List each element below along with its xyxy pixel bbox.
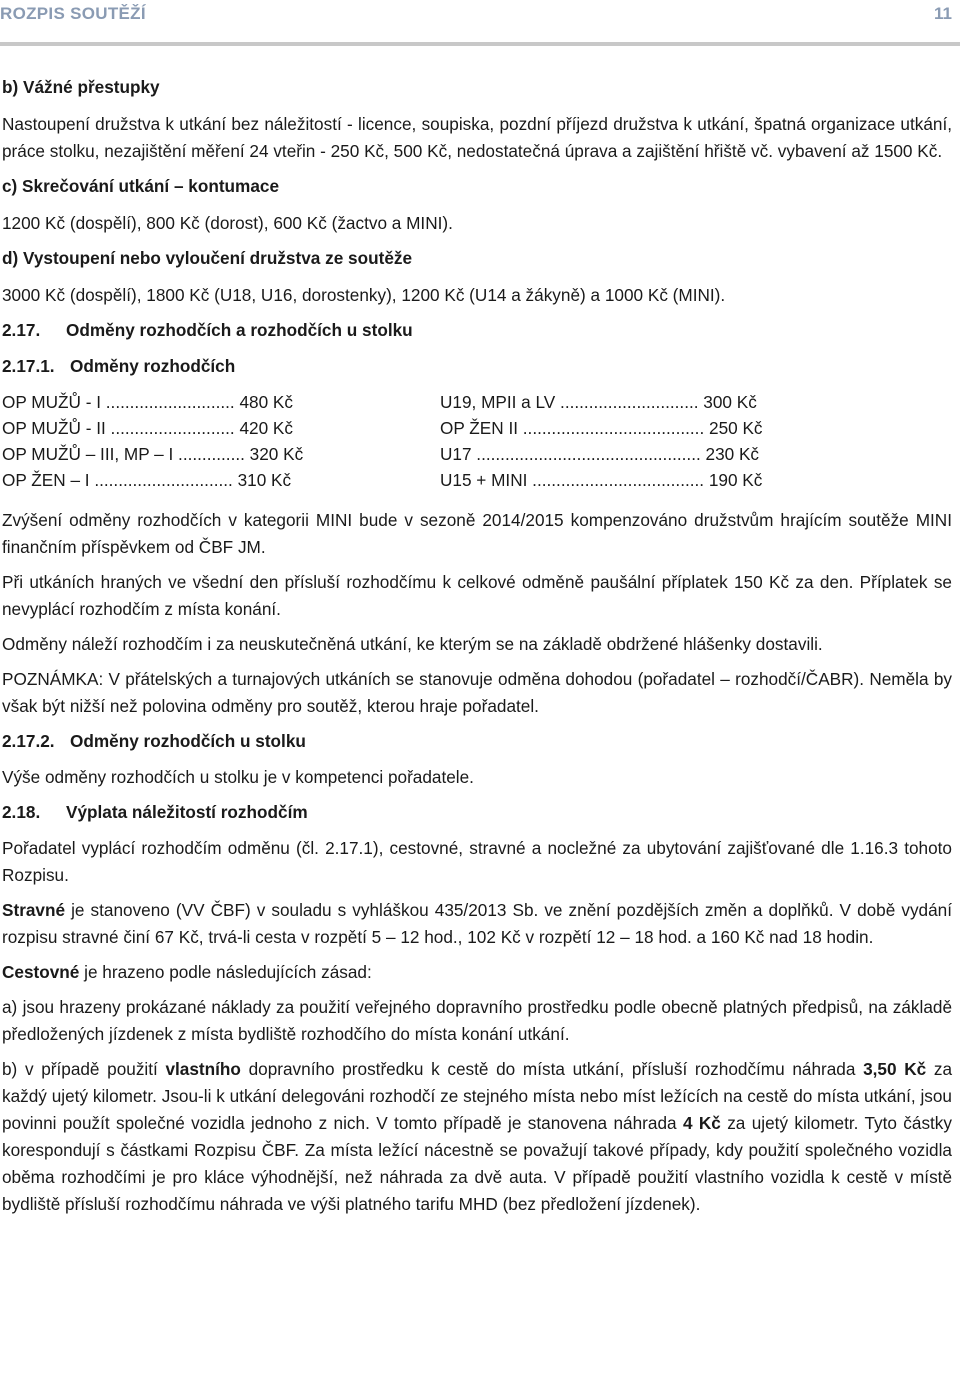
fee-row: U15 + MINI .................................... 190 Kč — [440, 470, 763, 490]
cestovne-text: je hrazeno podle následujících zásad: — [79, 962, 372, 982]
paragraph-cestovne — [2, 959, 952, 986]
paragraph-a: a) jsou hrazeny prokázané náklady za použití veřejného dopravního prostředku podle obecně platných předpisů, na základě předložených jízdenek z místa bydliště rozhodčího do místa konání utkání. — [2, 997, 952, 1044]
paragraph-stravne — [2, 897, 952, 951]
section-number: 2.18. — [2, 802, 41, 822]
section-b-text: Nastoupení družstva k utkání bez náležitostí - licence, soupiska, pozdní příjezd družstva k utkání, špatná organizace utkání, práce stolku, nezajištění měření 24 vteřin - 250 Kč, 500 Kč, nedostatečná úprava a zajištění hřiště vč. vybavení až 1500 Kč. — [2, 114, 952, 161]
section-2-18-heading — [2, 799, 952, 826]
section-2-17-2-heading — [2, 728, 952, 755]
fee-row: OP ŽEN – I ............................. 310 Kč — [2, 470, 292, 490]
header-divider — [0, 42, 960, 46]
paragraph-payout: Pořadatel vyplácí rozhodčím odměnu (čl. 2.17.1), cestovné, stravné a nocležné za ubytování zajišťované dle 1.16.3 tohoto Rozpisu. — [2, 838, 952, 885]
stravne-text: je stanoveno (VV ČBF) v souladu s vyhláškou 435/2013 Sb. ve znění pozdějších změn a doplňků. V době vydání rozpisu stravné činí 67 Kč, trvá-li cesta v rozpětí 5 – 12 hod., 102 Kč v rozpětí 12 – 18 hod. a 160 Kč nad 18 hodin. — [2, 900, 952, 947]
bold-run: 4 Kč — [682, 1113, 721, 1133]
fee-row: U17 ............................................... 230 Kč — [440, 444, 760, 464]
fee-row: OP MUŽŮ - II .......................... 420 Kč — [2, 418, 293, 438]
section-title: Výplata náležitostí rozhodčím — [66, 802, 308, 822]
fee-column-left — [2, 389, 392, 493]
paragraph-unplayed: Odměny náleží rozhodčím i za neuskutečněná utkání, ke kterým se na základě obdržené hlášenky dostavili. — [2, 634, 823, 654]
section-title: Odměny rozhodčích u stolku — [70, 731, 306, 751]
page-number: 11 — [934, 4, 952, 23]
section-2-17-1-heading — [2, 353, 952, 380]
section-number: 2.17. — [2, 320, 41, 340]
bold-run: 3,50 Kč — [863, 1059, 927, 1079]
section-b-heading: b) Vážné přestupky — [2, 77, 160, 97]
referee-fee-table — [2, 389, 952, 493]
fee-row: OP ŽEN II ...................................... 250 Kč — [440, 418, 763, 438]
bold-run: vlastního — [165, 1059, 241, 1079]
fee-row: OP MUŽŮ – III, MP – I .............. 320 Kč — [2, 444, 304, 464]
section-title: Odměny rozhodčích — [70, 356, 236, 376]
section-title: Odměny rozhodčích a rozhodčích u stolku — [66, 320, 413, 340]
document-title: ROZPIS SOUTĚŽÍ — [0, 4, 146, 23]
cestovne-term: Cestovné — [2, 962, 80, 982]
section-d-text: 3000 Kč (dospělí), 1800 Kč (U18, U16, dorostenky), 1200 Kč (U14 a žákyně) a 1000 Kč (MINI). — [2, 285, 726, 305]
fee-row: OP MUŽŮ - I ........................... 480 Kč — [2, 392, 293, 412]
section-c-heading: c) Skrečování utkání – kontumace — [2, 176, 280, 196]
fee-column-right — [440, 389, 870, 493]
section-number: 2.17.2. — [2, 731, 55, 751]
paragraph-note: POZNÁMKA: V přátelských a turnajových utkáních se stanovuje odměna dohodou (pořadatel – rozhodčí/ČABR). Neměla by však být nižší než polovina odměny pro soutěž, kterou hraje pořadatel. — [2, 669, 952, 716]
paragraph-weekday: Při utkáních hraných ve všední den přísluší rozhodčímu k celkové odměně paušální příplatek 150 Kč za den. Příplatek se nevyplácí rozhodčím z místa konání. — [2, 572, 952, 619]
page-header — [0, 0, 960, 30]
section-d-heading: d) Vystoupení nebo vyloučení družstva ze soutěže — [2, 248, 413, 268]
text-run: b) v případě použití — [2, 1059, 166, 1079]
section-number: 2.17.1. — [2, 356, 55, 376]
paragraph-b — [2, 1056, 952, 1218]
fee-row: U19, MPII a LV ............................. 300 Kč — [440, 392, 757, 412]
paragraph-table-officials: Výše odměny rozhodčích u stolku je v kompetenci pořadatele. — [2, 767, 474, 787]
document-body — [2, 74, 952, 1226]
text-run: za každý ujetý kilometr. Jsou-li k utkání delegováni rozhodčí ze stejného místa nebo míst ležících na cestě do místa utkání, jsou povinni použít společné vozidla jednoho z nich. V tomto případě je stanovena náhrada — [2, 1059, 953, 1133]
paragraph-mini: Zvýšení odměny rozhodčích v kategorii MINI bude v sezoně 2014/2015 kompenzováno družstvům hrajícím soutěže MINI finančním příspěvkem od ČBF JM. — [2, 510, 952, 557]
section-c-text: 1200 Kč (dospělí), 800 Kč (dorost), 600 Kč (žactvo a MINI). — [2, 213, 453, 233]
text-run: dopravního prostředku k cestě do místa utkání, přísluší rozhodčímu náhrada — [240, 1059, 864, 1079]
section-2-17-heading — [2, 317, 952, 344]
stravne-term: Stravné — [2, 900, 66, 920]
text-run: za ujetý kilometr. Tyto částky korespondují s částkami Rozpisu ČBF. Za místa ležící nácestně se považují takové případy, kdy použití společného vozidla oběma rozhodčími je pro kláce výhodnější, než náhrada za dvě auta. V případě použití vlastního vozidla k cestě v místě bydliště přísluší rozhodčímu náhrada ve výši platného tarifu MHD (bez předložení jízdenek). — [2, 1113, 952, 1214]
